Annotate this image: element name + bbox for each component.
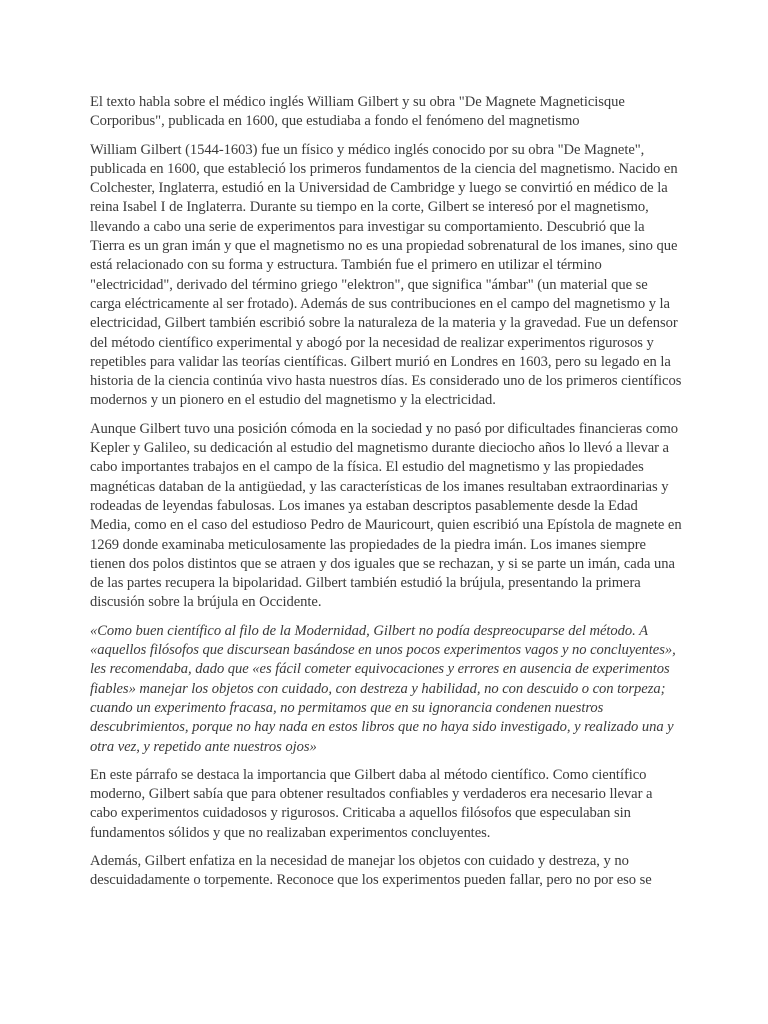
biography-paragraph: William Gilbert (1544-1603) fue un físico y médico inglés conocido por su obra "De Magnete", publicada en 1600, que estableció los primeros fundamentos de la ciencia del magnetismo. Nacido en Colchester, Inglaterra, estudió en la Universidad de Cambridge y luego se convirtió en médico de la reina Isabel I de Inglaterra. Durante su tiempo en la corte, Gilbert se interesó por el magnetismo, llevando a cabo una serie de experimentos para investigar su comportamiento. Descubrió que la Tierra es un gran imán y que el magnetismo no es una propiedad sobrenatural de los imanes, sino que está relacionado con su forma y estructura. También fue el primero en utilizar el término "electricidad", derivado del término griego "elektron", que significa "ámbar" (un material que se carga eléctricamente al ser frotado). Además de sus contribuciones en el campo del magnetismo y la electricidad, Gilbert también escribió sobre la naturaleza de la materia y la gravedad. Fue un defensor del método científico experimental y abogó por la necesidad de realizar experimentos rigurosos y repetibles para validar las teorías científicas. Gilbert murió en Londres en 1603, pero su legado en la historia de la ciencia continúa vivo hasta nuestros días. Es considerado uno de los primeros científicos modernos y un pionero en el estudio del magnetismo y la electricidad. [90,141,682,409]
document-body [90,93,682,900]
magnetism-history-paragraph: Aunque Gilbert tuvo una posición cómoda en la sociedad y no pasó por dificultades financieras como Kepler y Galileo, su dedicación al estudio del magnetismo durante dieciocho años lo llevó a llevar a cabo importantes trabajos en el campo de la física. El estudio del magnetismo y las propiedades magnéticas databan de la antigüedad, y las características de los imanes resultaban extraordinarias y rodeadas de leyendas fabulosas. Los imanes ya estaban descriptos pasablemente desde la Edad Media, como en el caso del estudioso Pedro de Mauricourt, quien escribió una Epístola de magnete en 1269 donde examinaba meticulosamente las propiedades de la piedra imán. Los imanes siempre tienen dos polos distintos que se atraen y dos iguales que se rechazan, y si se parte un imán, cada una de las partes recupera la bipolaridad. Gilbert también estudió la brújula, presentando la primera discusión sobre la brújula en Occidente. [90,420,682,611]
summary-paragraph: El texto habla sobre el médico inglés William Gilbert y su obra "De Magnete Magneticisque Corporibus", publicada en 1600, que estudiaba a fondo el fenómeno del magnetismo [90,94,625,130]
care-paragraph: Además, Gilbert enfatiza en la necesidad de manejar los objetos con cuidado y destreza, y no descuidadamente o torpemente. Reconoce que los experimentos pueden fallar, pero no por eso se [90,852,652,889]
method-quote-paragraph: «Como buen científico al filo de la Modernidad, Gilbert no podía despreocuparse del método. A «aquellos filósofos que discursean basándose en unos pocos experimentos vagos y no concluyentes», les recomendaba, dado que «es fácil cometer equivocaciones y errores en ausencia de experimentos fiables» manejar los objetos con cuidado, con destreza y habilidad, no con descuido o con torpeza; cuando un experimento fracasa, no permitamos que en su ignorancia condenen nuestros descubrimientos, porque no hay nada en estos libros que no haya sido investigado, y realizado una y otra vez, y repetido ante nuestros ojos» [90,622,676,755]
scientific-method-paragraph: En este párrafo se destaca la importancia que Gilbert daba al método científico. Como científico moderno, Gilbert sabía que para obtener resultados confiables y verdaderos era necesario llevar a cabo experimentos cuidadosos y rigurosos. Criticaba a aquellos filósofos que especulaban sin fundamentos sólidos y que no realizaban experimentos concluyentes. [90,766,653,841]
